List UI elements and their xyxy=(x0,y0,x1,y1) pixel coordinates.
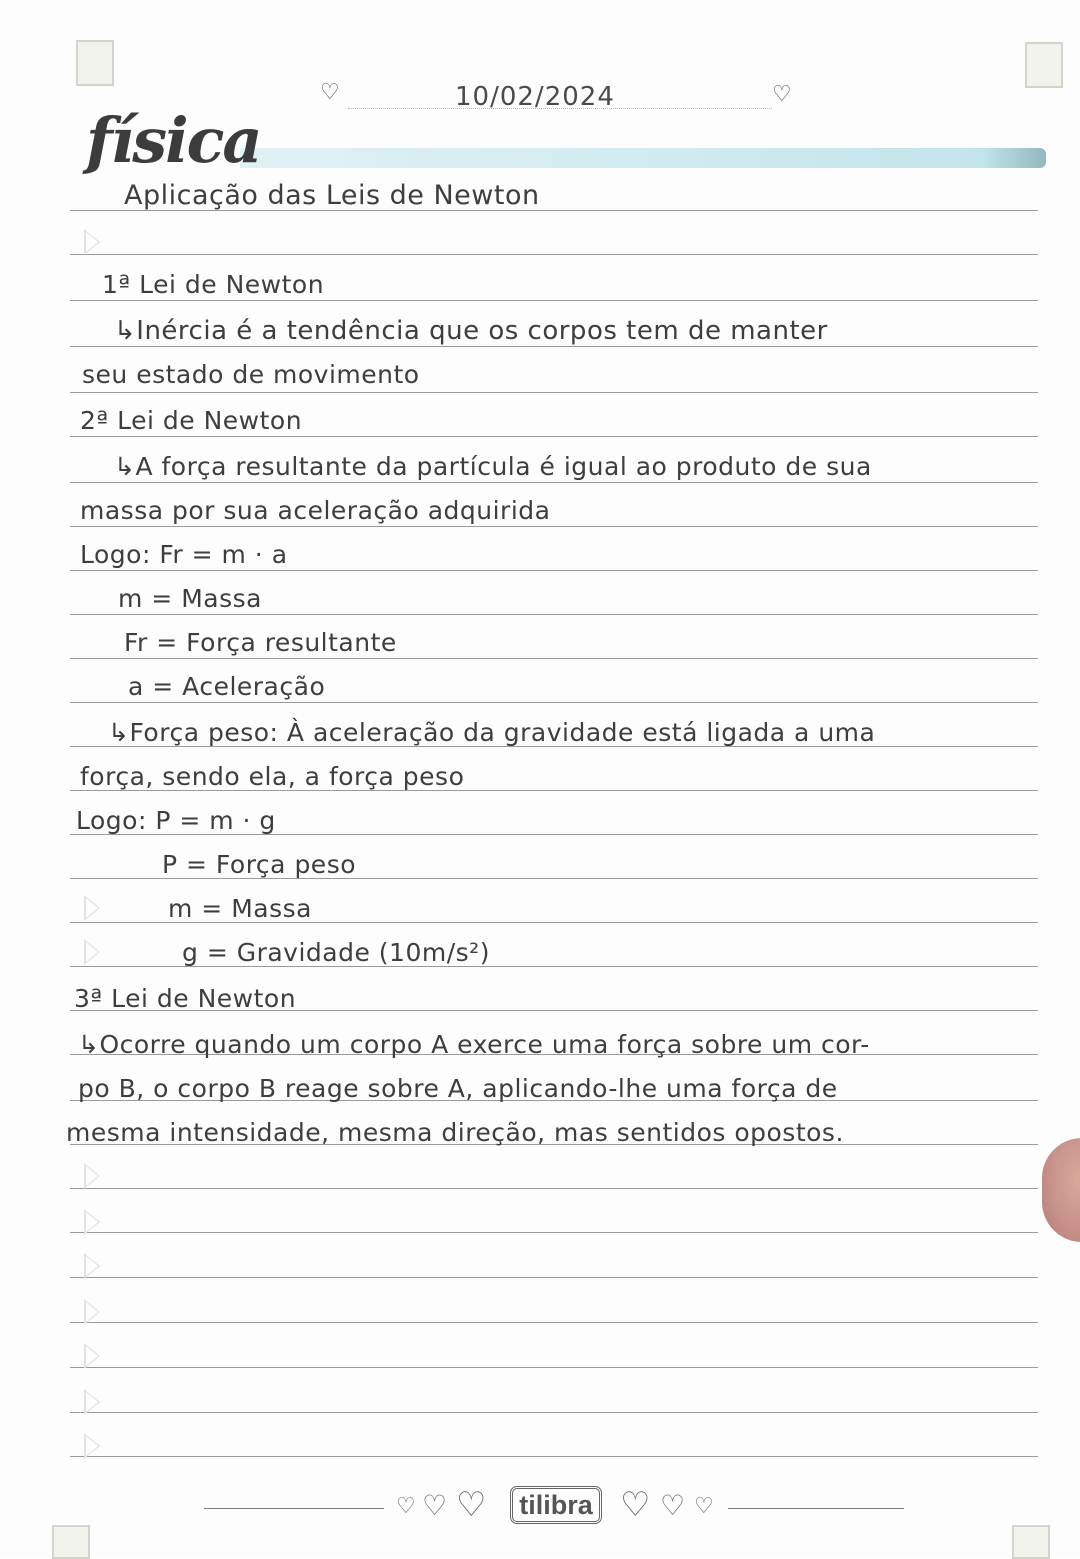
heart-icon: ♡ xyxy=(620,1485,651,1525)
finger-in-frame xyxy=(1042,1138,1080,1242)
ruled-line xyxy=(70,1232,1038,1233)
heart-icon: ♡ xyxy=(422,1489,448,1522)
ruled-line xyxy=(70,1188,1038,1189)
ruled-line xyxy=(70,1367,1038,1368)
margin-arrow-icon xyxy=(86,1254,100,1278)
law2-def: Fr = Força resultante xyxy=(124,628,397,657)
heart-icon: ♡ xyxy=(456,1485,487,1525)
topic-title: Aplicação das Leis de Newton xyxy=(124,180,540,211)
margin-arrow-icon xyxy=(86,1390,100,1414)
ruled-line xyxy=(70,254,1038,255)
weight-def: m = Massa xyxy=(168,894,312,923)
heart-icon: ♡ xyxy=(320,80,340,105)
weight-def: g = Gravidade (10m/s²) xyxy=(182,938,490,967)
margin-arrow-icon xyxy=(86,896,100,920)
ruled-line xyxy=(70,702,1038,703)
brand-logo: tilibra xyxy=(510,1486,602,1524)
law2-text: massa por sua aceleração adquirida xyxy=(80,496,551,525)
law2-def: m = Massa xyxy=(118,584,262,613)
margin-arrow-icon xyxy=(86,940,100,964)
margin-arrow-icon xyxy=(86,1210,100,1234)
ruled-line xyxy=(70,614,1038,615)
margin-arrow-icon xyxy=(86,1344,100,1368)
law1-heading: 1ª Lei de Newton xyxy=(102,270,325,299)
law3-text: po B, o corpo B reage sobre A, aplicando-lhe uma força de xyxy=(78,1074,838,1103)
ruled-line xyxy=(70,526,1038,527)
footer-line xyxy=(204,1508,384,1509)
margin-arrow-icon xyxy=(86,1434,100,1458)
law1-text: seu estado de movimento xyxy=(82,360,420,389)
ruled-line xyxy=(70,300,1038,301)
law2-def: a = Aceleração xyxy=(128,672,326,701)
heart-icon: ♡ xyxy=(396,1494,416,1519)
weight-formula: Logo: P = m · g xyxy=(76,806,276,835)
law2-formula: Logo: Fr = m · a xyxy=(80,540,288,569)
heart-icon: ♡ xyxy=(694,1494,714,1519)
ruled-line xyxy=(70,482,1038,483)
ruled-line xyxy=(70,436,1038,437)
law2-heading: 2ª Lei de Newton xyxy=(80,406,303,435)
ruled-line xyxy=(70,346,1038,347)
weight-text: força, sendo ela, a força peso xyxy=(80,762,465,791)
law3-text: mesma intensidade, mesma direção, mas sentidos opostos. xyxy=(66,1118,844,1147)
ruled-line xyxy=(70,1322,1038,1323)
date-header xyxy=(310,80,810,116)
weight-text: ↳Força peso: À aceleração da gravidade está ligada a uma xyxy=(108,718,876,747)
ruled-line xyxy=(70,1277,1038,1278)
page-footer xyxy=(200,1486,910,1530)
weight-def: P = Força peso xyxy=(162,850,357,879)
heart-icon: ♡ xyxy=(772,82,792,107)
ruled-line xyxy=(70,570,1038,571)
law1-text: ↳Inércia é a tendência que os corpos tem de manter xyxy=(114,316,828,346)
date-text: 10/02/2024 xyxy=(455,82,615,112)
ruled-line xyxy=(70,1412,1038,1413)
law3-heading: 3ª Lei de Newton xyxy=(74,984,297,1013)
footer-line xyxy=(728,1508,904,1509)
corner-scan-mark xyxy=(1012,1525,1050,1559)
ruled-line xyxy=(70,658,1038,659)
corner-scan-mark xyxy=(76,40,114,86)
law2-text: ↳A força resultante da partícula é igual ao produto de sua xyxy=(114,452,872,481)
subject-title: física xyxy=(86,104,261,177)
ruled-line xyxy=(70,392,1038,393)
corner-scan-mark xyxy=(52,1525,90,1559)
heart-icon: ♡ xyxy=(660,1489,686,1522)
margin-arrow-icon xyxy=(86,1164,100,1188)
law3-text: ↳Ocorre quando um corpo A exerce uma força sobre um cor- xyxy=(78,1030,870,1059)
corner-scan-mark xyxy=(1025,42,1063,88)
margin-arrow-icon xyxy=(86,230,100,254)
highlighter-stripe xyxy=(240,148,1046,168)
ruled-line xyxy=(70,1456,1038,1457)
margin-arrow-icon xyxy=(86,1300,100,1324)
